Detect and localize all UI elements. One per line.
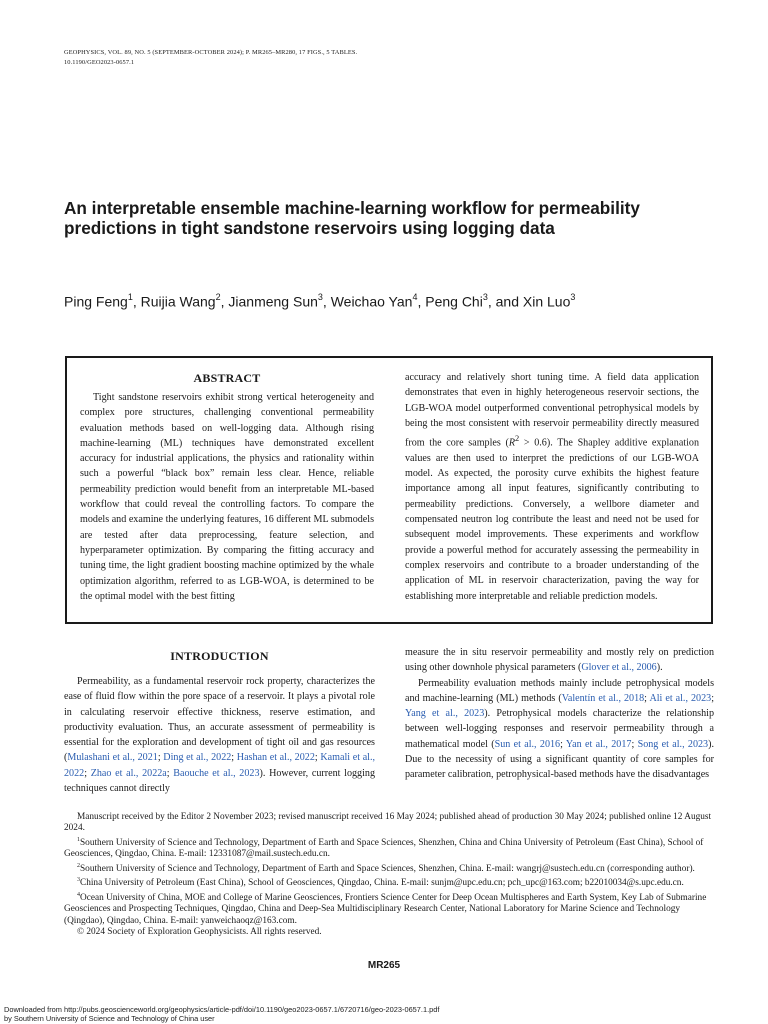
author-separator: , xyxy=(322,293,331,310)
download-notice xyxy=(4,1005,439,1023)
citation-link[interactable]: Kamali et al., 2022 xyxy=(64,752,376,779)
author-name: Weichao Yan xyxy=(330,293,413,310)
abstract-text-right-part2: ). The Shapley additive explanation values are then used to interpret the predictions of our LGB-WOA model. As expected, the porosity curve exhibits the highest feature importance among all input features, significantly contributing to permeability predictions. Conversely, a wellbore diameter and compensated neutron log contribute the least and need not be used for subsequent model improvements. These experiments and workflow provide a powerful method for accurately assessing the permeability in complex reservoirs and contribute to a broader understanding of the application of ML in reservoir characterization, paving the way for establishing more interpretable and reliable prediction models. xyxy=(405,437,700,602)
download-user-line: by Southern University of Science and Technology of China user xyxy=(4,1014,215,1023)
citation-separator: ; xyxy=(231,752,237,764)
citation-link[interactable]: Yan et al., 2017 xyxy=(565,738,632,750)
intro-text: Permeability evaluation methods mainly include petrophysical models and machine-learning (ML) methods ( xyxy=(405,677,714,704)
citation-link[interactable]: Song et al., 2023 xyxy=(637,738,709,750)
affiliation-number: 1 xyxy=(77,836,80,843)
citation-link[interactable]: Ding et al., 2022 xyxy=(163,752,232,764)
intro-text: Permeability, as a fundamental reservoir rock property, characterizes the ease of fluid flow within the pore space of a reservoir. It plays a pivotal role in calculating reservoir effective thickness, reserve estimation, and productivity evaluation. Thus, an accurate assessment of permeability is essential for the exploration and development of tight oil and gas resources ( xyxy=(64,676,375,764)
affiliation-text: Ocean University of China, MOE and College of Marine Geosciences, Frontiers Science Center for Deep Ocean Multispheres and Earth System, Key Lab of Submarine Geosciences and Prospecting Techniques, Qingdao, China and Deep-Sea Multidisciplinary Research Center, National Laboratory for Marine Science and Technology (Qingdao), Qingdao, China. E-mail: yanweichaoqz@163.com. xyxy=(64,892,707,926)
citation-separator: ; xyxy=(711,692,714,704)
r-squared-exponent: 2 xyxy=(515,434,520,444)
author-name: Xin Luo xyxy=(522,293,571,310)
introduction-right-column xyxy=(405,645,714,783)
intro-text: measure the in situ reservoir permeability and mostly rely on prediction using other downhole physical parameters ( xyxy=(405,647,714,674)
citation-link[interactable]: Hashan et al., 2022 xyxy=(236,752,315,764)
author-list xyxy=(64,288,714,312)
footnotes xyxy=(64,812,714,938)
citation-link[interactable]: Sun et al., 2016 xyxy=(494,738,561,750)
author-separator: , xyxy=(417,293,426,310)
author-affiliation-mark: 4 xyxy=(412,292,418,302)
affiliation-text: China University of Petroleum (East China), School of Geosciences, Qingdao, China. E-mail: sunjm@upc.edu.cn; pch_upc@163.com; b22010034@s.upc.edu.cn. xyxy=(80,878,684,889)
page-number: MR265 xyxy=(367,960,401,971)
download-url-line[interactable]: Downloaded from http://pubs.geoscienceworld.org/geophysics/article-pdf/doi/10.1190/geo2023-0657.1/6720716/geo-2023-0657.1.pdf xyxy=(4,1005,440,1014)
author-name: Ruijia Wang xyxy=(140,293,216,310)
journal-header xyxy=(64,48,357,68)
citation-link[interactable]: Baouche et al., 2023 xyxy=(173,767,260,779)
affiliation-note xyxy=(64,890,714,927)
affiliation-number: 4 xyxy=(77,891,80,898)
author-affiliation-mark: 3 xyxy=(570,292,576,302)
abstract-left-column xyxy=(80,370,374,604)
citation-link[interactable]: Zhao et al., 2022a xyxy=(90,767,167,779)
author-name: Peng Chi xyxy=(425,293,483,310)
introduction-paragraph xyxy=(64,674,375,796)
r-squared-condition: > 0.6 xyxy=(519,437,547,449)
citation-separator: ; xyxy=(631,738,638,750)
citation-separator: ; xyxy=(157,752,164,764)
article-title: An interpretable ensemble machine-learning workflow for permeability predictions in tight sandstone reservoirs using logging data xyxy=(64,198,640,238)
author-affiliation-mark: 3 xyxy=(482,292,488,302)
abstract-heading: ABSTRACT xyxy=(193,371,261,385)
affiliation-number: 3 xyxy=(77,877,80,884)
affiliation-note xyxy=(64,861,714,876)
citation-separator: ; xyxy=(560,738,566,750)
author-name: Jianmeng Sun xyxy=(228,293,318,310)
copyright-note: © 2024 Society of Exploration Geophysicists. All rights reserved. xyxy=(77,927,322,938)
citation-separator: ; xyxy=(314,752,321,764)
affiliation-text: Southern University of Science and Technology, Department of Earth and Space Sciences, Shenzhen, China and China University of Petroleum (East China), School of Geosciences, Qingdao, China. E-mail: 12331087@mail.sustech.edu.cn. xyxy=(64,837,704,860)
author-affiliation-mark: 2 xyxy=(215,292,221,302)
abstract-right-column xyxy=(405,370,699,604)
citation-separator: ; xyxy=(644,692,650,704)
citation-link[interactable]: Ali et al., 2023 xyxy=(649,692,712,704)
r-squared-symbol: R xyxy=(508,437,516,449)
journal-citation-line: GEOPHYSICS, VOL. 89, NO. 5 (SEPTEMBER-OCTOBER 2024); P. MR265–MR280, 17 FIGS., 5 TABLES. xyxy=(64,49,358,56)
author-separator: , xyxy=(220,293,229,310)
affiliation-text: Southern University of Science and Technology, Department of Earth and Space Sciences, Shenzhen, China. E-mail: wangrj@sustech.edu.cn (corresponding author). xyxy=(80,863,695,874)
doi-line: 10.1190/GEO2023-0657.1 xyxy=(64,59,135,66)
manuscript-note: Manuscript received by the Editor 2 November 2023; revised manuscript received 16 May 2024; published ahead of production 30 May 2024; published online 12 August 2024. xyxy=(64,812,712,834)
abstract-text-left: Tight sandstone reservoirs exhibit strong vertical heterogeneity and complex pore structures, challenging conventional permeability evaluation methods based on well-logging data. Although rising machine-learning (ML) techniques have demonstrated excellent accuracy for industrial applications, the physics and rationality within such a powerful “black box” remain less clear. Hence, reliable permeability prediction would benefit from an interpretable ML-based workflow that could reveal the controlling factors. To compare the models and examine the underlying features, 16 different ML submodels are tested after data preprocessing, feature selection, and hyperparameter optimization. By comparing the fitting accuracy and tuning time, the light gradient boosting machine optimized by the whale optimization algorithm, referred to as LGB-WOA, is determined to be the optimal model with the best fitting xyxy=(80,392,374,602)
citation-link[interactable]: Glover et al., 2006 xyxy=(581,662,657,674)
introduction-paragraph xyxy=(405,676,714,783)
citation-link[interactable]: Mulashani et al., 2021 xyxy=(67,752,158,764)
introduction-heading: INTRODUCTION xyxy=(170,649,269,663)
affiliation-note xyxy=(64,835,714,861)
author-separator: , and xyxy=(487,293,523,310)
author-affiliation-mark: 1 xyxy=(127,292,133,302)
introduction-left-column xyxy=(64,648,375,796)
citation-link[interactable]: Valentín et al., 2018 xyxy=(561,692,645,704)
introduction-paragraph xyxy=(405,645,714,676)
citation-separator: ; xyxy=(166,767,174,779)
intro-text: ). However, current logging techniques cannot directly xyxy=(64,767,376,795)
abstract-text-right-part1: accuracy and relatively short tuning time. A field data application demonstrates that even in highly heterogeneous reservoir sections, the LGB-WOA model outperformed conventional petrophysical models by being the most consistent with reservoir permeability directly measured from the core samples ( xyxy=(405,372,699,449)
author-name: Ping Feng xyxy=(64,293,128,310)
citation-link[interactable]: Yang et al., 2023 xyxy=(405,708,485,720)
affiliation-number: 2 xyxy=(77,862,80,869)
author-affiliation-mark: 3 xyxy=(317,292,323,302)
intro-text: ). Due to the necessity of using a significant quantity of core samples for parameter calibration, petrophysical-based methods have the disadvantages xyxy=(405,738,714,781)
intro-text: ). Petrophysical models characterize the relationship between well-logging responses and reservoir permeability through a mathematical model ( xyxy=(405,708,714,750)
intro-text: ). xyxy=(656,662,663,674)
author-separator: , xyxy=(132,293,141,310)
affiliation-note xyxy=(64,875,714,890)
abstract-text-right xyxy=(405,370,699,604)
citation-separator: ; xyxy=(84,767,91,779)
